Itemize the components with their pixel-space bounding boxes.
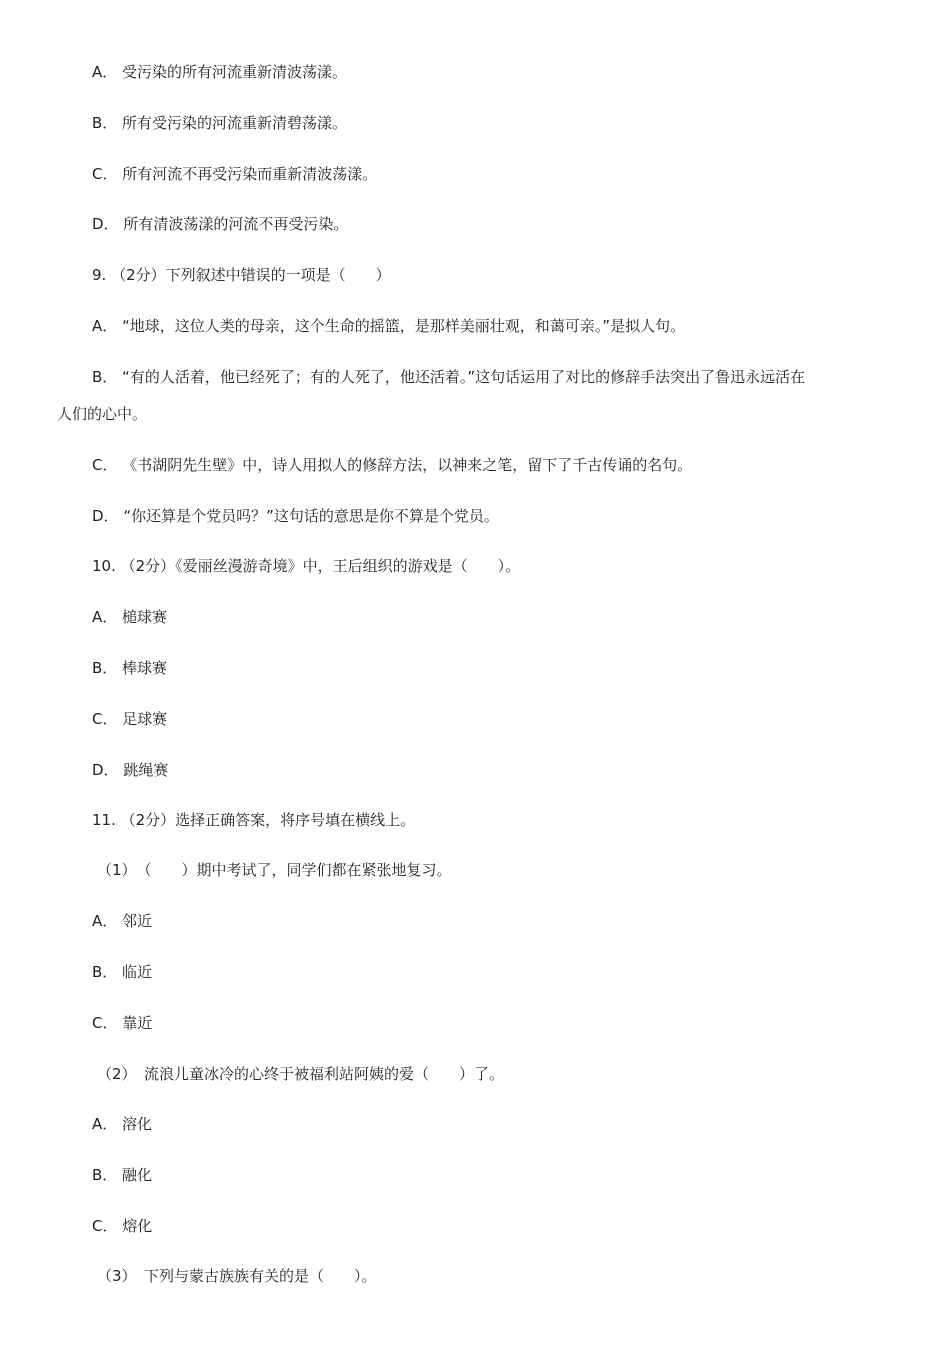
q9-option-b-continued: 人们的心中。 [57,405,148,423]
q11-stem: 11. （2分）选择正确答案，将序号填在横线上。 [92,811,416,829]
q11-sub1-option-b: B． 临近 [92,963,153,981]
q9-stem: 9. （2分）下列叙述中错误的一项是（ ） [92,266,391,284]
q8-option-c: C． 所有河流不再受污染而重新清波荡漾。 [92,165,378,183]
q11-sub2-option-a: A． 溶化 [92,1115,153,1133]
q8-option-a: A． 受污染的所有河流重新清波荡漾。 [92,63,348,81]
q11-sub3-stem: （3） 下列与蒙古族族有关的是（ ）。 [97,1267,377,1285]
q11-sub1-option-a: A． 邻近 [92,912,153,930]
q9-option-d: D． “你还算是个党员吗？”这句话的意思是你不算是个党员。 [92,507,499,525]
q11-sub2-stem: （2） 流浪儿童冰冷的心终于被福利站阿姨的爱（ ）了。 [97,1065,505,1083]
q8-option-d: D． 所有清波荡漾的河流不再受污染。 [92,215,349,233]
q11-sub1-stem: （1） （ ）期中考试了，同学们都在紧张地复习。 [97,861,452,879]
q10-stem: 10. （2分）《爱丽丝漫游奇境》中，王后组织的游戏是（ ）。 [92,557,521,575]
q10-option-a: A． 槌球赛 [92,608,168,626]
q9-option-c: C． 《书湖阴先生壁》中，诗人用拟人的修辞方法，以神来之笔，留下了千古传诵的名句。 [92,456,693,474]
q8-option-b: B． 所有受污染的河流重新清碧荡漾。 [92,114,348,132]
q10-option-b: B． 棒球赛 [92,659,168,677]
q10-option-d: D． 跳绳赛 [92,761,169,779]
q11-sub2-option-b: B． 融化 [92,1166,153,1184]
q9-option-b: B． “有的人活着，他已经死了；有的人死了，他还活着。”这句话运用了对比的修辞手法突出了鲁迅永远活在 [92,368,806,386]
q11-sub1-option-c: C． 靠近 [92,1014,153,1032]
q9-option-a: A． “地球，这位人类的母亲，这个生命的摇篮，是那样美丽壮观，和蔼可亲。”是拟人句。 [92,317,686,335]
q11-sub2-option-c: C． 熔化 [92,1217,153,1235]
q10-option-c: C． 足球赛 [92,710,168,728]
